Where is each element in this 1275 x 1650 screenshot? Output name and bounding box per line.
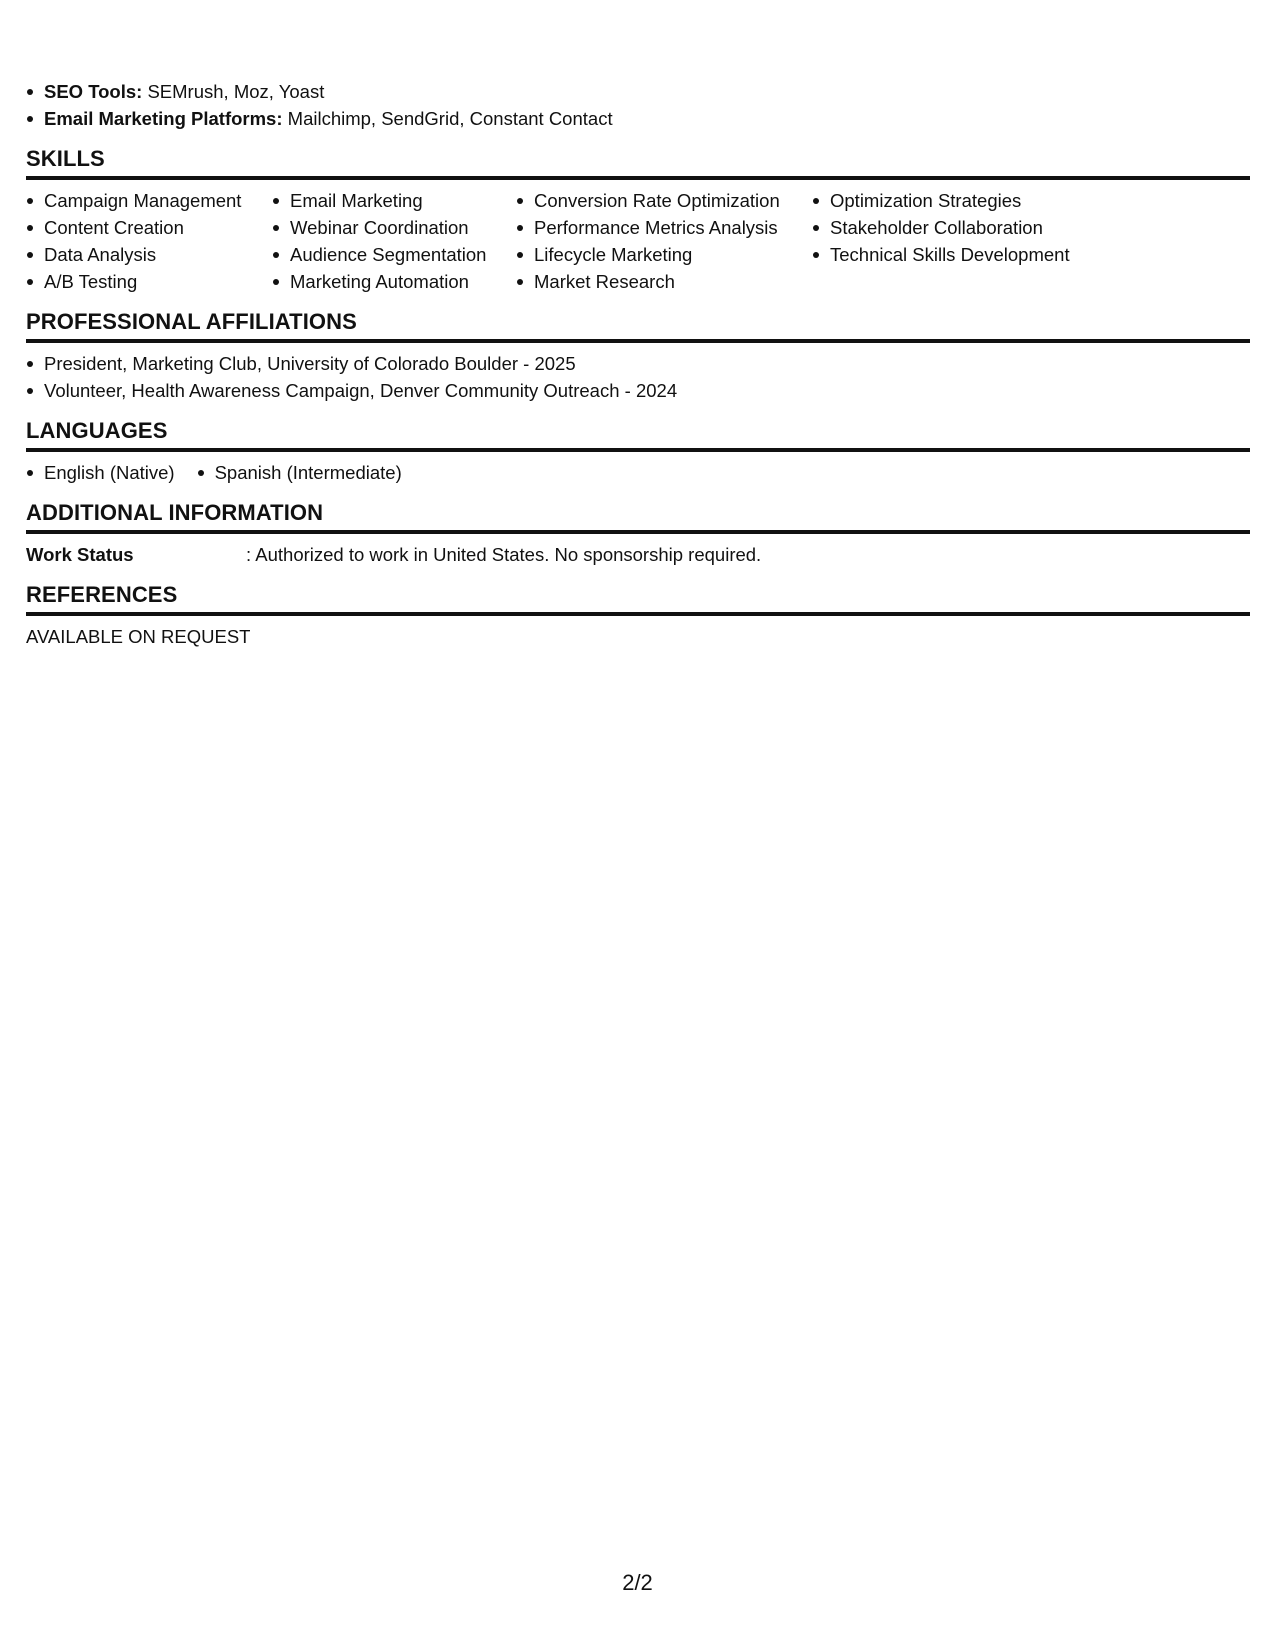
languages-section xyxy=(26,418,1250,486)
work-status-row xyxy=(26,541,1250,568)
tool-label: SEO Tools: xyxy=(44,81,143,102)
skills-grid xyxy=(26,187,1250,295)
list-item xyxy=(26,105,1250,132)
list-item: English (Native) xyxy=(26,459,175,486)
list-item: Content Creation xyxy=(26,214,272,241)
list-item: Marketing Automation xyxy=(272,268,516,295)
list-item: Webinar Coordination xyxy=(272,214,516,241)
list-item: Campaign Management xyxy=(26,187,272,214)
references-text: AVAILABLE ON REQUEST xyxy=(26,626,251,647)
list-item: Stakeholder Collaboration xyxy=(812,214,1212,241)
list-item: Lifecycle Marketing xyxy=(516,241,812,268)
list-item: Conversion Rate Optimization xyxy=(516,187,812,214)
list-item: Volunteer, Health Awareness Campaign, Denver Community Outreach - 2024 xyxy=(26,377,1250,404)
page-number: 2/2 xyxy=(622,1570,653,1595)
skills-column xyxy=(516,187,812,295)
additional-info-section xyxy=(26,500,1250,568)
list-item: Email Marketing xyxy=(272,187,516,214)
affiliations-section xyxy=(26,309,1250,404)
list-item: Market Research xyxy=(516,268,812,295)
list-item: Audience Segmentation xyxy=(272,241,516,268)
list-item: Optimization Strategies xyxy=(812,187,1212,214)
list-item: Performance Metrics Analysis xyxy=(516,214,812,241)
list-item: Spanish (Intermediate) xyxy=(197,459,402,486)
section-title-affiliations: PROFESSIONAL AFFILIATIONS xyxy=(26,309,1250,343)
work-status-label: Work Status xyxy=(26,544,134,565)
resume-page xyxy=(26,78,1250,650)
section-title-languages: LANGUAGES xyxy=(26,418,1250,452)
skills-column xyxy=(272,187,516,295)
section-title-skills: SKILLS xyxy=(26,146,1250,180)
list-item: Data Analysis xyxy=(26,241,272,268)
tool-value: Mailchimp, SendGrid, Constant Contact xyxy=(287,108,613,129)
section-title-references: REFERENCES xyxy=(26,582,1250,616)
skills-section xyxy=(26,146,1250,295)
list-item: Technical Skills Development xyxy=(812,241,1212,268)
tool-label: Email Marketing Platforms: xyxy=(44,108,283,129)
skills-column xyxy=(812,187,1212,295)
skills-column xyxy=(26,187,272,295)
work-status-value: : Authorized to work in United States. No sponsorship required. xyxy=(246,544,762,565)
list-item xyxy=(26,78,1250,105)
tools-list xyxy=(26,78,1250,132)
tool-value: SEMrush, Moz, Yoast xyxy=(147,81,325,102)
list-item: President, Marketing Club, University of Colorado Boulder - 2025 xyxy=(26,350,1250,377)
list-item: A/B Testing xyxy=(26,268,272,295)
references-section xyxy=(26,582,1250,650)
affiliations-list xyxy=(26,350,1250,404)
section-title-additional-info: ADDITIONAL INFORMATION xyxy=(26,500,1250,534)
languages-list xyxy=(26,459,1250,486)
